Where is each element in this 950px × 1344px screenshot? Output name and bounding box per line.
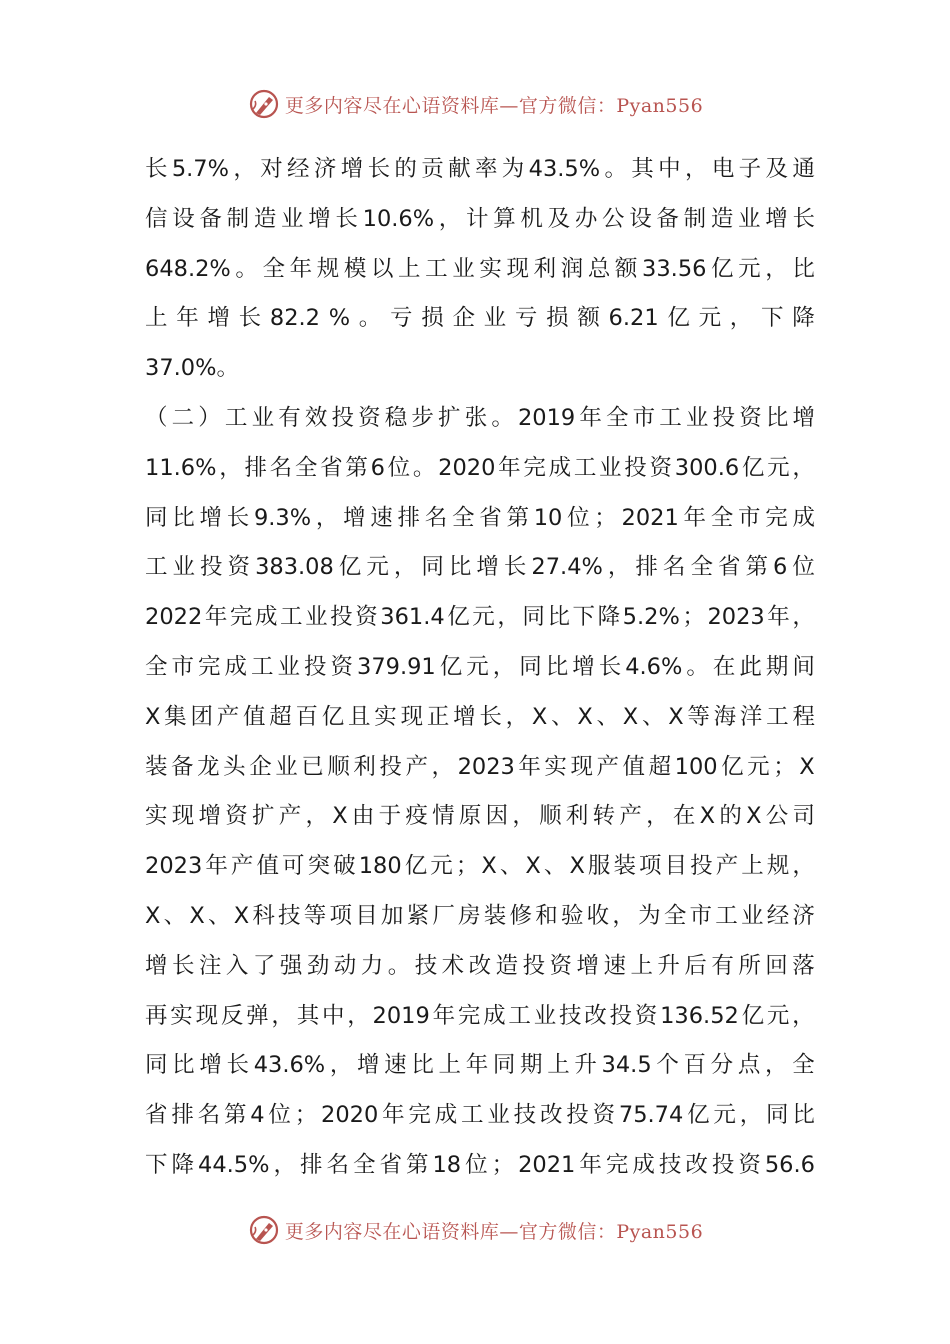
text-line: 工 业 投 资 383.08 亿 元 ， 同 比 增 长 27.4% ， 排 名 全 省 第 6 位 [145, 554, 815, 581]
text-line: 648.2% 。 全 年 规 模 以 上 工 业 实 现 利 润 总 额 33.56 亿 元 ， 比 [145, 255, 815, 282]
text-line: 2022 年 完 成 工 业 投 资 361.4 亿 元 ， 同 比 下 降 5.2% ； 2023 年 ， [145, 604, 815, 631]
text-line: X 、 X 、 X 科 技 等 项 目 加 紧 厂 房 装 修 和 验 收 ， 为 全 市 工 业 经 济 [145, 902, 815, 929]
watermark-banner-top [0, 84, 950, 124]
text-line: 增 长 注 入 了 强 劲 动 力 。 技 术 改 造 投 资 增 速 上 升 后 有 所 回 落 [145, 952, 815, 979]
text-line: 装 备 龙 头 企 业 已 顺 利 投 产 ， 2023 年 实 现 产 值 超 100 亿 元 ； X [145, 753, 815, 780]
watermark-text: 更多内容尽在心语资料库—官方微信：Pyan556 [284, 94, 704, 117]
text-line: 信 设 备 制 造 业 增 长 10.6% ， 计 算 机 及 办 公 设 备 制 造 业 增 长 [145, 205, 815, 232]
pen-nib-circle-icon [247, 1213, 281, 1247]
text-line: 全 市 完 成 工 业 投 资 379.91 亿 元 ， 同 比 增 长 4.6% 。 在 此 期 间 [145, 653, 815, 680]
text-line: 下 降 44.5% ， 排 名 全 省 第 18 位 ； 2021 年 完 成 技 改 投 资 56.6 [145, 1151, 815, 1178]
text-line: 实 现 增 资 扩 产 ， X 由 于 疫 情 原 因 ， 顺 利 转 产 ， 在 X 的 X 公 司 [145, 803, 815, 830]
text-line: 上 年 增 长 82.2 % 。 亏 损 企 业 亏 损 额 6.21 亿 元 ， 下 降 [145, 305, 815, 332]
text-line: 同 比 增 长 9.3% ， 增 速 排 名 全 省 第 10 位 ； 2021 年 全 市 完 成 [145, 504, 815, 531]
text-line: 2023 年 产 值 可 突 破 180 亿 元 ； X 、 X 、 X 服 装 项 目 投 产 上 规 ， [145, 853, 815, 880]
watermark-banner-bottom [0, 1210, 950, 1250]
text-line: 37.0% 。 [145, 355, 239, 382]
document-body [145, 145, 815, 1191]
pen-nib-circle-icon [247, 87, 281, 121]
text-line: 长 5.7% ， 对 经 济 增 长 的 贡 献 率 为 43.5% 。 其 中 ， 电 子 及 通 [145, 156, 815, 182]
watermark-text: 更多内容尽在心语资料库—官方微信：Pyan556 [284, 1220, 704, 1243]
text-line: 同 比 增 长 43.6% ， 增 速 比 上 年 同 期 上 升 34.5 个 百 分 点 ， 全 [145, 1052, 815, 1079]
text-line: 11.6% ， 排 名 全 省 第 6 位 。 2020 年 完 成 工 业 投 资 300.6 亿 元 ， [145, 454, 815, 481]
text-line: X 集 团 产 值 超 百 亿 且 实 现 正 增 长 ， X 、 X 、 X 、 X 等 海 洋 工 程 [145, 703, 815, 730]
text-line: 省 排 名 第 4 位 ； 2020 年 完 成 工 业 技 改 投 资 75.74 亿 元 ， 同 比 [145, 1102, 815, 1129]
text-line: 再 实 现 反 弹 ， 其 中 ， 2019 年 完 成 工 业 技 改 投 资 136.52 亿 元 ， [145, 1002, 815, 1029]
text-line: （ 二 ） 工 业 有 效 投 资 稳 步 扩 张 。 2019 年 全 市 工 业 投 资 比 增 [145, 404, 815, 431]
